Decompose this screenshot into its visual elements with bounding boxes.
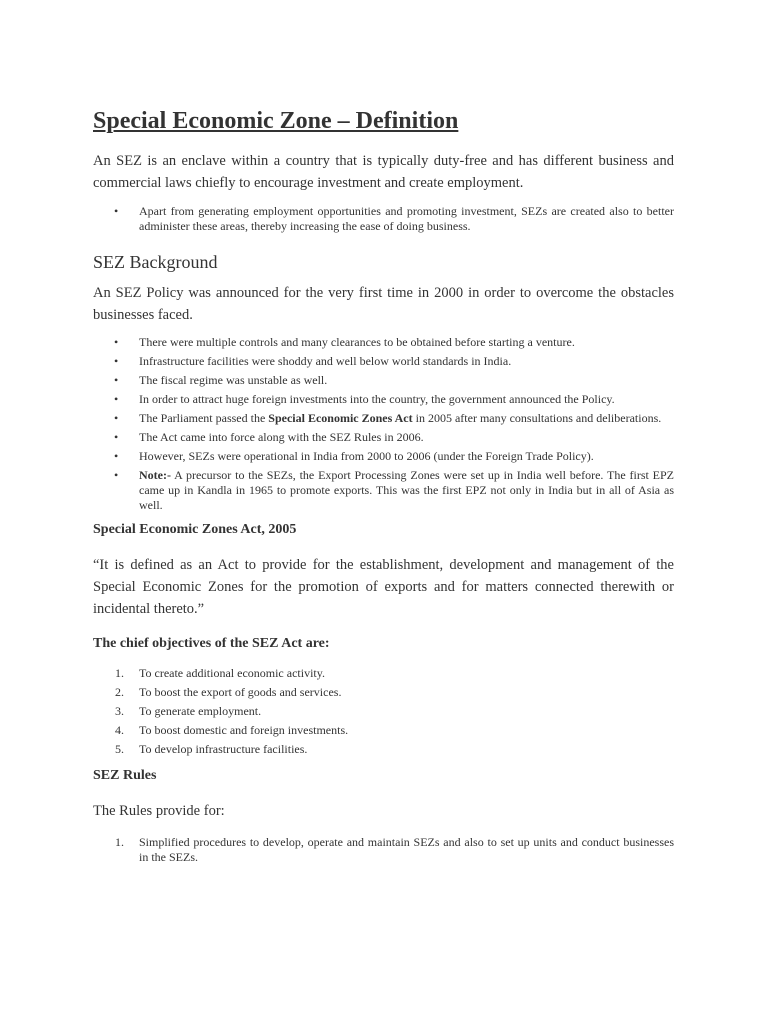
act-quote: “It is defined as an Act to provide for the establishment, development and management of the Special Economic Zones for the promotion of exports and for matters connected therewith or incidental thereto.” [93, 557, 674, 617]
list-number: 2. [115, 685, 124, 699]
background-heading: SEZ Background [93, 252, 218, 272]
document-content [93, 106, 674, 865]
list-item-text: The Parliament passed the [139, 411, 269, 425]
intro-bullet-list [93, 204, 674, 234]
list-number: 3. [115, 704, 124, 718]
list-item: • The fiscal regime was unstable as well. [93, 373, 674, 388]
rules-intro: The Rules provide for: [93, 803, 225, 819]
list-number: 5. [115, 742, 124, 756]
background-paragraph: An SEZ Policy was announced for the very first time in 2000 in order to overcome the obstacles businesses faced. [93, 285, 674, 323]
list-item: • In order to attract huge foreign investments into the country, the government announced the Policy. [93, 392, 674, 407]
act-heading: Special Economic Zones Act, 2005 [93, 522, 297, 537]
rules-heading: SEZ Rules [93, 768, 157, 783]
page-title: Special Economic Zone – Definition [93, 108, 459, 134]
list-item: • There were multiple controls and many clearances to be obtained before starting a venture. [93, 335, 674, 350]
list-item: • The Act came into force along with the SEZ Rules in 2006. [93, 430, 674, 445]
list-number: 1. [115, 666, 124, 680]
list-item [93, 468, 674, 513]
list-item [93, 411, 674, 426]
objectives-list [93, 666, 674, 757]
list-item: • Apart from generating employment opportunities and promoting investment, SEZs are created also to better administer these areas, thereby increasing the ease of doing business. [93, 204, 674, 234]
list-item [93, 704, 674, 719]
list-number: 1. [115, 835, 124, 849]
list-item: • Infrastructure facilities were shoddy and well below world standards in India. [93, 354, 674, 369]
act-name-bold: Special Economic Zones Act [268, 411, 413, 425]
intro-paragraph: An SEZ is an enclave within a country that is typically duty-free and has different business and commercial laws chiefly to encourage investment and create employment. [93, 153, 674, 191]
list-item-text: To develop infrastructure facilities. [139, 742, 308, 756]
list-item-text: To generate employment. [139, 704, 262, 718]
rules-list [93, 835, 674, 865]
list-item [93, 742, 674, 757]
list-item [93, 835, 674, 865]
list-item-text: To boost the export of goods and services. [139, 685, 342, 699]
list-item [93, 685, 674, 700]
list-item [93, 723, 674, 738]
list-item-text: A precursor to the SEZs, the Export Processing Zones were set up in India well before. The first EPZ came up in Kandla in 1965 to promote exports. This was the first EPZ not only in India but in all of Asia as well. [139, 468, 674, 512]
list-item: • However, SEZs were operational in India from 2000 to 2006 (under the Foreign Trade Policy). [93, 449, 674, 464]
list-item-text: Simplified procedures to develop, operate and maintain SEZs and also to set up units and conduct businesses in the SEZs. [139, 835, 674, 864]
list-number: 4. [115, 723, 124, 737]
note-label: Note:- [139, 468, 171, 482]
list-item-text: To create additional economic activity. [139, 666, 325, 680]
objectives-heading: The chief objectives of the SEZ Act are: [93, 636, 330, 651]
list-item [93, 666, 674, 681]
background-bullet-list [93, 335, 674, 513]
list-item-text: in 2005 after many consultations and deliberations. [412, 411, 662, 425]
list-item-text: To boost domestic and foreign investments. [139, 723, 349, 737]
